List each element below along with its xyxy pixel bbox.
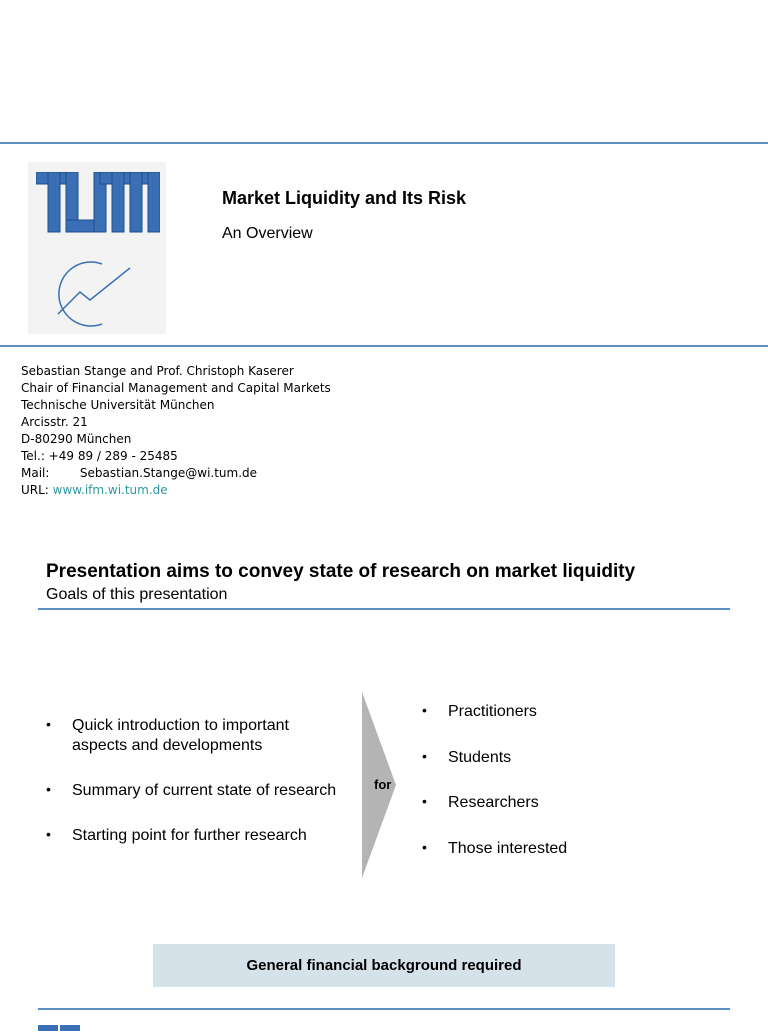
list-item-text: Practitioners [448,703,537,720]
arrow-label: for [374,777,392,792]
list-item-text: Quick introduction to important aspects and developments [72,717,289,754]
liquidity-curve-icon [52,258,136,330]
header-top-rule [0,142,768,144]
bullet-icon: • [46,826,51,842]
footer-tum-logo-icon [38,1018,82,1024]
contact-line: Chair of Financial Management and Capital Markets [21,381,331,395]
requirement-note [153,944,615,987]
requirement-note-text: General financial background required [246,957,522,974]
header-bottom-rule [0,345,768,347]
contact-line: Sebastian Stange and Prof. Christoph Kaserer [21,364,294,378]
list-item-text: Researchers [448,794,539,811]
bullet-icon: • [422,793,427,809]
bullet-icon: • [422,702,427,718]
bullet-icon: • [46,716,51,732]
presentation-title: Market Liquidity and Its Risk [222,188,467,208]
list-item [46,716,346,756]
slide-title-rule [38,608,730,610]
logo-panel [28,162,166,334]
presentation-subtitle: An Overview [222,225,313,242]
contact-line: Tel.: +49 89 / 289 - 25485 [21,449,178,463]
list-item-text: Summary of current state of research [72,782,337,799]
slide-title: Presentation aims to convey state of research on market liquidity [46,561,636,582]
audience-list [422,702,722,884]
list-item [46,826,346,846]
url-link[interactable]: www.ifm.wi.tum.de [52,483,168,497]
footer-rule [38,1008,730,1010]
list-item [422,702,722,722]
contact-url-line [21,482,331,499]
goals-list [46,716,346,871]
contact-line: D-80290 München [21,432,132,446]
bullet-icon: • [46,781,51,797]
bullet-icon: • [422,747,427,764]
list-item [46,781,346,801]
url-label: URL: [21,483,53,497]
tum-logo-icon [36,172,160,236]
contact-line: Arcisstr. 21 [21,415,88,429]
list-item-text: Students [448,748,512,766]
contact-block [21,363,331,499]
list-item-text: Starting point for further research [72,827,307,844]
slide-subtitle: Goals of this presentation [46,586,228,603]
contact-line: Mail: Sebastian.Stange@wi.tum.de [21,466,258,480]
bullet-icon: • [422,838,427,855]
contact-line: Technische Universität München [21,398,215,412]
list-item [422,839,722,859]
list-item-text: Those interested [448,839,568,857]
list-item [422,793,722,813]
list-item [422,748,722,768]
